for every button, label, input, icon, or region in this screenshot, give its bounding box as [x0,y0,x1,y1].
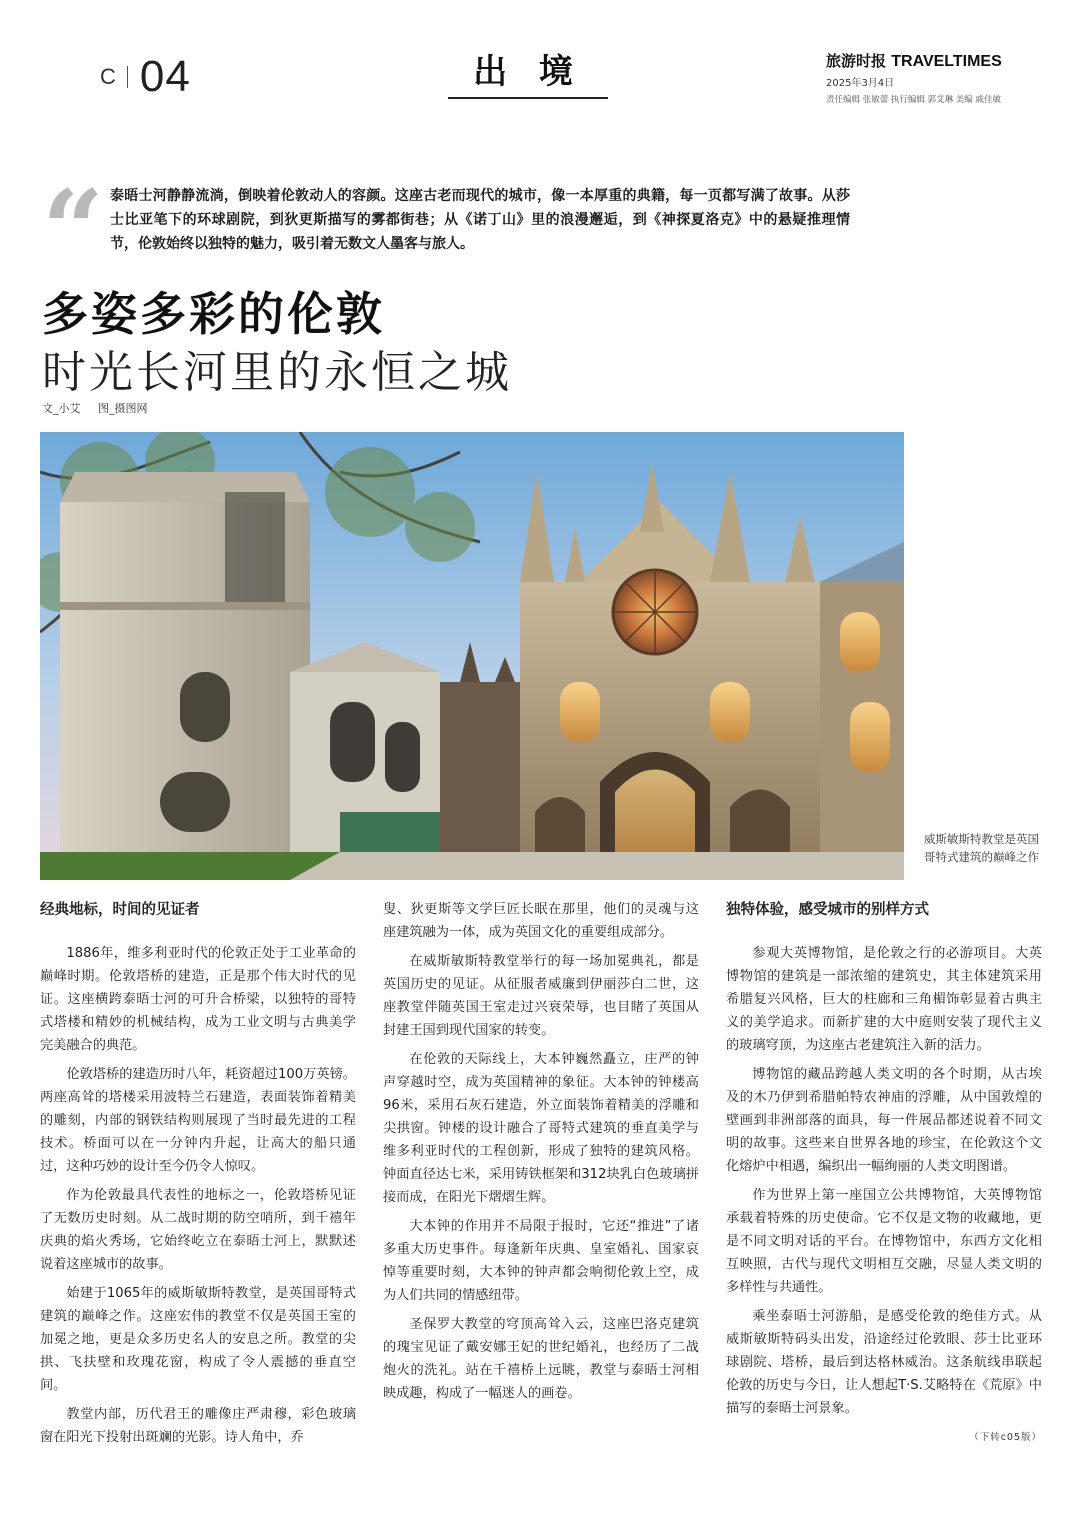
paragraph: 在伦敦的天际线上，大本钟巍然矗立，庄严的钟声穿越时空，成为英国精神的象征。大本钟的钟楼高96米，采用石灰石建造，外立面装饰着精美的浮雕和尖拱窗。钟楼的设计融合了哥特式建筑的垂直美学与维多利亚时代的工程创新，形成了独特的建筑风格。钟面直径达七米，采用铸铁框架和312块乳白色玻璃拼接而成，在阳光下熠熠生辉。 [383,1052,699,1205]
page-number: 04 [139,52,191,101]
paragraph: 圣保罗大教堂的穹顶高耸入云，这座巴洛克建筑的瑰宝见证了戴安娜王妃的世纪婚礼，也经历了二战炮火的洗礼。站在千禧桥上远眺，教堂与泰晤士河相映成趣，构成了一幅迷人的画卷。 [383,1317,699,1401]
paragraph-continued: 叟、狄更斯等文学巨匠长眠在那里，他们的灵魂与这座建筑融为一体，成为英国文化的重要组成部分。 [383,902,699,940]
paragraph: 作为世界上第一座国立公共博物馆，大英博物馆承载着特殊的历史使命。它不仅是文物的收藏地，更是不同文明对话的平台。在博物馆中，东西方文化相互映照，古代与现代文明相互交融，尽显人类文明的多样性与共通性。 [726,1188,1042,1295]
paragraph: 始建于1065年的威斯敏斯特教堂，是英国哥特式建筑的巅峰之作。这座宏伟的教堂不仅是英国王室的加冕之地，更是众多历史名人的安息之所。教堂的尖拱、飞扶壁和玫瑰花窗，构成了令人震撼的垂直空间。 [40,1286,356,1393]
article-column-1 [40,898,356,1455]
paragraph: 在威斯敏斯特教堂举行的每一场加冕典礼，都是英国历史的见证。从征服者威廉到伊丽莎白二世，这座教堂伴随英国王室走过兴衰荣辱，也目睹了英国从封建王国到现代国家的转变。 [383,954,699,1038]
brand-english: TRAVELTIMES [891,53,1002,70]
paragraph: 教堂内部，历代君王的雕像庄严肃穆，彩色玻璃窗在阳光下投射出斑斓的光影。诗人角中，乔 [40,1407,356,1445]
brand-chinese: 旅游时报 [826,52,887,70]
headline-sub: 时光长河里的永恒之城 [42,347,512,398]
paragraph: 博物馆的藏品跨越人类文明的各个时期，从古埃及的木乃伊到希腊帕特农神庙的浮雕，从中国敦煌的壁画到非洲部落的面具，每一件展品都述说着不同文明的故事。这些来自世界各地的珍宝，在伦敦这个文化熔炉中相遇，编织出一幅绚丽的人类文明图谱。 [726,1067,1042,1174]
photo-caption: 威斯敏斯特教堂是英国哥特式建筑的巅峰之作 [924,832,1039,864]
paragraph: 大本钟的作用并不局限于报时，它还“推进”了诸多重大历史事件。每逢新年庆典、皇室婚礼、国家哀悼等重要时刻，大本钟的钟声都会响彻伦敦上空，成为人们共同的情感纽带。 [383,1219,699,1303]
subhead-landmarks: 经典地标，时间的见证者 [40,902,200,918]
issue-date: 2025年3月4日 [826,78,895,89]
masthead [826,50,1046,105]
article-column-2 [383,898,699,1411]
paragraph: 伦敦塔桥的建造历时八年，耗资超过100万英镑。两座高耸的塔楼采用波特兰石建造，表面装饰着精美的雕刻，内部的钢铁结构则展现了当时最先进的工程技术。桥面可以在一分钟内升起，让高大的船只通过，这种巧妙的设计至今仍令人惊叹。 [40,1067,356,1174]
section-letter: C [100,64,117,89]
paragraph: 参观大英博物馆，是伦敦之行的必游项目。大英博物馆的建筑是一部浓缩的建筑史，其主体建筑采用希腊复兴风格，巨大的柱廊和三角楣饰彰显着古典主义的美学追求。而新扩建的大中庭则安装了现代主义的玻璃穹顶，为这座古老建筑注入新的活力。 [726,946,1042,1053]
section-divider [127,66,128,88]
newspaper-brand [826,50,1046,71]
section-title [448,44,608,93]
section-title-text: 出 境 [473,52,583,92]
westminster-abbey-photo [40,432,904,880]
article-column-3 [726,898,1042,1449]
subhead-experience: 独特体验，感受城市的别样方式 [726,902,929,918]
paragraph: 1886年，维多利亚时代的伦敦正处于工业革命的巅峰时期。伦敦塔桥的建造，正是那个伟大时代的见证。这座横跨泰晤士河的可升合桥梁，以独特的哥特式塔楼和精妙的机械结构，成为工业文明与古典美学完美融合的典范。 [40,946,356,1053]
paragraph: 乘坐泰晤士河游船，是感受伦敦的绝佳方式。从威斯敏斯特码头出发，沿途经过伦敦眼、莎士比亚环球剧院、塔桥，最后到达格林威治。这条航线串联起伦敦的历史与今日，让人想起T·S.艾略特在《荒原》中描写的泰晤士河景象。 [726,1309,1042,1416]
editor-credits: 责任编辑 张敏蕾 执行编辑 郭艾琳 美编 戚佳敏 [826,95,1002,105]
byline-author: 文_小艾 [42,402,81,415]
lead-paragraph: 泰晤士河静静流淌，倒映着伦敦动人的容颜。这座古老而现代的城市，像一本厚重的典籍，每一页都写满了故事。从莎士比亚笔下的环球剧院，到狄更斯描写的雾都街巷；从《诺丁山》里的浪漫邂逅，到《神探夏洛克》中的悬疑推理情节，伦敦始终以独特的魅力，吸引着无数文人墨客与旅人。 [110,188,850,252]
continued-on-page-note: （下转c05版） [969,1432,1042,1443]
headline-main: 多姿多彩的伦敦 [42,287,385,341]
section-page-marker [100,52,191,102]
byline [42,400,148,416]
quote-mark-icon: “ [42,167,105,293]
byline-photo-credit: 图_摄图网 [98,402,148,415]
section-title-underline [448,97,608,99]
paragraph: 作为伦敦最具代表性的地标之一，伦敦塔桥见证了无数历史时刻。从二战时期的防空哨所，到千禧年庆典的焰火秀场，它始终屹立在泰晤士河上，默默述说着这座城市的故事。 [40,1188,356,1272]
